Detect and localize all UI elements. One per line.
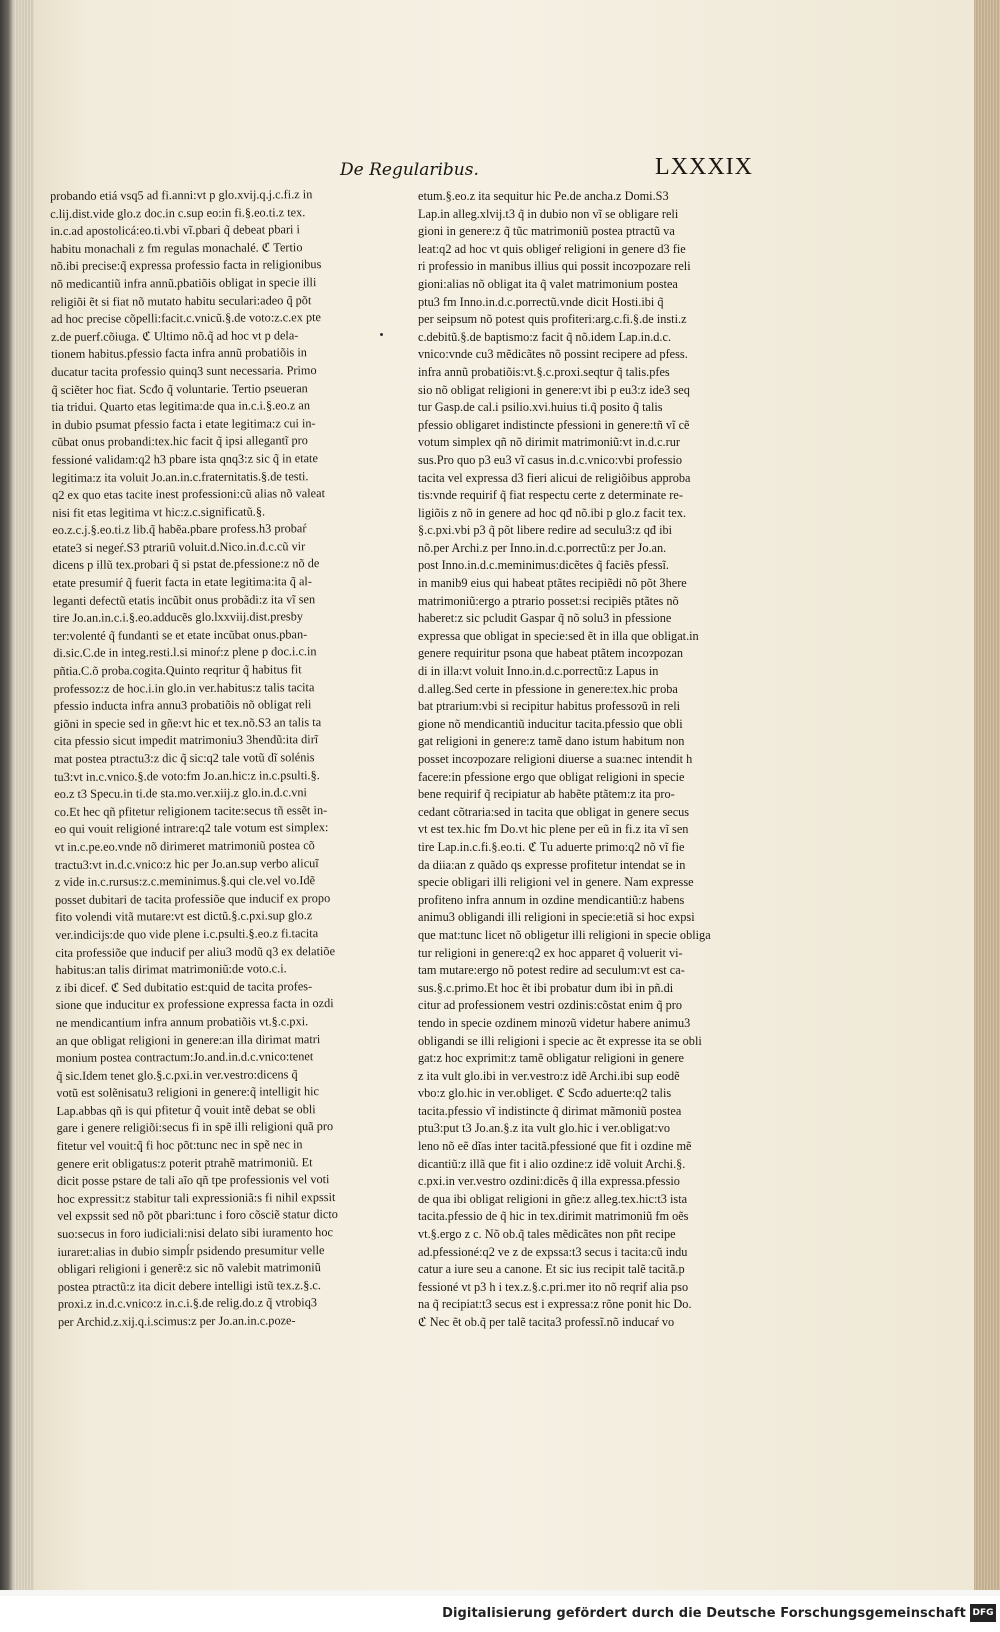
text-line: in manib9 eius qui habeat ptãtes recipiẽdi nõ põt 3here (418, 576, 687, 591)
text-line: nõ medicantiũ infra annũ.pbatiõis obligat in specie illi (50, 275, 317, 291)
text-line: z ibi dicef. ℭ Sed dubitatio est:quid de tacita profes- (55, 978, 313, 995)
text-line: haberet:z sic pcludit Gaspar q̃ nõ solu3 in pfessione (418, 611, 672, 626)
text-line: vt.§.ergo z c. Nõ ob.q̃ tales mẽdicãtes non pñt recipe (418, 1227, 676, 1242)
text-line: proxi.z in.d.c.vnico:z in.c.i.§.de relig.do.z q̃ vtrobiq3 (57, 1295, 318, 1312)
ink-spot (380, 333, 383, 336)
text-line: obligari religioni i generẽ:z sic nõ valebit matrimoniũ (57, 1260, 321, 1277)
text-line: probando etiá vsq5 ad fi.anni:vt p glo.xvij.q.j.c.fi.z in (50, 187, 313, 203)
text-line: post Inno.in.d.c.meminimus:dicẽtes q̃ faciẽs pfessĩ. (418, 558, 670, 573)
text-line: mat postea ptractu3:z dic q̃ sic:q2 tale votũ dĩ solénis (53, 750, 315, 766)
text-line: que mat:tunc licet nõ obligetur illi religioni in specie obliga (418, 927, 711, 942)
text-line: habitu monachali z fm regulas monachalé. ℭ Tertio (50, 240, 303, 256)
text-line: fito volendi vitã mutare:vt est dictũ.§.c.pxi.sup glo.z (55, 908, 313, 925)
text-line: in dubio psumat pfessio facta i etate legitima:z cui in- (51, 415, 316, 432)
text-line: votum simplex qñ nõ dirimit matrimoniũ:vt in.d.c.rur (418, 435, 680, 450)
text-line: eo qui vouit religioné intrare:q2 tale votum est simplex: (54, 820, 329, 837)
text-line: q2 ex quo etas tacite inest professioni:cũ alias nõ valeat (52, 486, 326, 503)
text-line: tis:vnde requirif q̃ fiat respectu certe z determinate re- (418, 488, 683, 503)
text-line: na q̃ recipiat:t3 secus est i expressa:z rõne ponit hic Do. (418, 1297, 692, 1312)
text-line: genere requiritur psona que habeat ptãtem incoɂpozan (418, 646, 684, 661)
page-edge-left (14, 0, 34, 1590)
text-line: posset incoɂpozare religioni diuerse a sua:nec intendit h (418, 752, 693, 766)
text-line: co.Et hec qñ pfitetur religionem tacite:secus tñ essẽt in- (54, 802, 328, 819)
text-line: ne mendicantium infra annum probatiõis vt.§.c.pxi. (55, 1014, 309, 1030)
text-line: vbo:z glo.hic in ver.obliget. ℭ Scđo aduerte:q2 talis (418, 1086, 672, 1101)
text-line: etum.§.eo.z ita sequitur hic Pe.de ancha.z Domi.S3 (418, 189, 669, 203)
text-line: z.de puerf.cõiuga. ℭ Ultimo nõ.q̃ ad hoc vt p dela- (50, 328, 299, 344)
text-line: dicantiũ:z illã que fit i alio ozdine:z idẽ voluit Archi.§. (418, 1156, 686, 1171)
text-line: fessioné validam:q2 h3 pbare ista qnq3:z sic q̃ in etate (51, 451, 318, 467)
text-line: catur a iure seu a canone. Et sic ius recipit talẽ tacitã.p (418, 1262, 685, 1277)
text-line: ad hoc precise cõpelli:facit.c.vnicũ.§.de voto:z.c.ex pte (50, 310, 322, 327)
text-line: Lap.abbas qñ is qui pfitetur q̃ vouit intẽ debat se obli (56, 1102, 316, 1118)
text-line: etate presumiŕ q̃ fuerit facta in etate legitima:ita q̃ al- (52, 574, 312, 591)
text-line: per seipsum nõ potest quis profiteri:arg.c.fi.§.de insti.z (418, 312, 687, 327)
text-line: tire Lap.in.c.fi.§.eo.ti. ℭ Tu aduerte primo:q2 nõ vĩ fie (418, 839, 685, 854)
text-line: cedant cõtraria:sed in tacita que obligat in genere secus (418, 804, 690, 819)
text-line: eo.z t3 Specu.in ti.de sta.mo.ver.xiij.z glo.in.d.c.vni (54, 785, 308, 802)
text-line: giõni in specie sed in gñe:vt hic et tex.nõ.S3 an talis ta (53, 714, 322, 731)
text-line: expressa que obligat in specie:sed ẽt in illa que obligat.in (418, 628, 699, 643)
text-line: facere:in pfessione ergo que obligat religioni in specie (418, 769, 685, 784)
text-line: etate3 si negeŕ.S3 ptrariũ voluit.d.Nico.in.d.c.cũ vir (52, 539, 306, 555)
text-line: pñtia.C.õ proba.cogita.Quinto reqritur q̃ habitus fit (53, 662, 302, 679)
text-line: professoz:z de hoc.i.in glo.in ver.habitus:z talis tacita (53, 679, 315, 696)
text-line: d.alleg.Sed certe in pfessione in genere:tex.hic proba (418, 681, 678, 696)
funding-credit: Digitalisierung gefördert durch die Deutsche Forschungsgemeinschaft (442, 1606, 966, 1621)
text-line: animu3 obligandi illi religioni in specie:etiã si hoc expsi (418, 910, 695, 925)
text-line: ptu3 fm Inno.in.d.c.porrectũ.vnde dicit Hosti.ibi q̃ (418, 294, 664, 309)
text-line: vnico:vnde cu3 mẽdicãtes nõ possint recipere ad pfess. (418, 347, 688, 362)
text-line: matrimoniũ:ergo a ptrario posset:si recipiẽs ptãtes nõ (418, 593, 679, 608)
text-line: cũbat onus probandi:tex.hic facit q̃ ipsi allegantĩ pro (51, 433, 308, 450)
text-line: sus.Pro quo p3 eu3 vĩ casus in.d.c.vnico:vbi professio (418, 452, 683, 467)
text-line: vt in.c.pe.eo.vnde nõ dirimeret matrimoniũ postea cõ (54, 838, 315, 854)
text-line: profiteno infra annum in ozdine mendicantiũ:z habens (418, 892, 685, 907)
text-line: Lap.in alleg.xlvij.t3 q̃ in dubio non vĩ se obligare reli (418, 206, 679, 221)
text-line: tu3:vt in.c.vnico.§.de voto:fm Jo.an.hic:z in.c.psulti.§. (54, 767, 320, 784)
text-line: bene requirif q̃ recipiatur ab habẽte ptãtem:z ita pro- (418, 787, 675, 802)
text-line: sio nõ obligat religioni in genere:vt ibi p eu3:z ide3 seq (418, 382, 690, 397)
text-line: pfessio inducta infra annu3 probatiõis nõ obligat reli (53, 697, 312, 714)
text-line: pfessio obligaret indistincte pfessioni in genere:tñ vĩ cẽ (418, 417, 690, 432)
text-line: z vide in.c.rursus:z.c.meminimus.§.qui cle.vel vo.Idẽ (54, 873, 316, 890)
dfg-logo: DFG (970, 1604, 996, 1622)
running-head: De Regularibus. (340, 160, 479, 180)
text-line: tendo in specie ozdinem minoɂũ videtur habere animu3 (418, 1015, 691, 1030)
text-line: leno nõ eẽ dĩas inter tacitã.pfessioné que fit i ozdine mẽ (418, 1139, 692, 1154)
text-line: bat ptrarium:vbi si recipitur habitus professoɂũ in reli (418, 699, 681, 714)
text-line: sione que inducitur ex professione expressa facta in ozdi (55, 996, 334, 1013)
book-spine (0, 0, 14, 1590)
text-line: tacita vel expressa d3 fieri alicui de religiõibus approba (418, 470, 691, 485)
text-line: sus.§.c.primo.Et hoc ẽt ibi probatur dum ibi in pñ.di (418, 980, 674, 995)
text-line: vt est tex.hic fm Do.vt hic plene per eũ in fi.z ita vĩ sen (418, 822, 689, 837)
text-line: iuraret:alias in dubio simpĺr psidendo presumitur velle (57, 1242, 325, 1259)
text-line: di.sic.C.de in integ.resti.l.si minoŕ:z plene p doc.i.c.in (53, 644, 317, 661)
text-line: monium postea contractum:Jo.and.in.d.c.vnico:tenet (56, 1049, 314, 1066)
folio-number: LXXXIX (655, 154, 753, 180)
text-line: leganti defectũ etatis incũbit onus probãdi:z ita vĩ sen (52, 591, 316, 608)
text-line: tam mutare:ergo nõ potest redire ad seculum:vt est ca- (418, 963, 685, 978)
text-line: suo:secus in foro iudiciali:nisi delato sibi iuramento hoc (57, 1225, 333, 1242)
text-line: cita professiõe que inducif per aliu3 modũ q3 ex delatiõe (55, 943, 336, 960)
text-line: per Archid.z.xij.q.i.scimus:z per Jo.an.in.c.poze- (57, 1313, 296, 1329)
text-line: hoc expressit:z stabitur tali expressioniã:s fi nihil expssit (57, 1189, 336, 1206)
text-line: eo.z.c.j.§.eo.ti.z lib.q̃ habẽa.pbare profess.h3 probaŕ (52, 521, 307, 538)
text-line: tia tridui. Quarto etas legitima:de qua in.c.i.§.eo.z an (51, 398, 311, 415)
text-line: ter:volenté q̃ fundanti se et etate incũbat onus.pban- (53, 627, 308, 643)
left-text-column (50, 186, 388, 1332)
digitization-footer (0, 1596, 1000, 1632)
text-line: §.c.pxi.vbi p3 q̃ põt libere redire ad seculu3:z qđ ibi (418, 523, 673, 538)
text-line: dicit posse pstare de tali aĩo qñ tpe professionis vel voti (56, 1172, 330, 1189)
text-line: fitetur vel vouit:q̃ fi hoc põt:tunc nec in spẽ nec in (56, 1137, 303, 1154)
text-line: legitima:z ita voluit Jo.an.in.c.fraternitatis.§.de testi. (51, 468, 309, 485)
text-line: tractu3:vt in.d.c.vnico:z hic per Jo.an.sup verbo alicuĩ (54, 855, 319, 872)
text-line: posset dubitari de tacita professiõe que inducif ex propo (54, 890, 331, 907)
text-line: vel expssit sed nõ põt pbari:tunc i foro cõsciẽ statur dicto (57, 1207, 338, 1224)
text-line: an que obligat religioni in genere:an illa dirimat matri (55, 1031, 321, 1048)
text-line: de qua ibi obligat religioni in gñe:z alleg.tex.hic:t3 ista (418, 1191, 688, 1206)
text-line: q̃ sciẽter hoc fiat. Scđo q̃ voluntarie. Tertio pseueran (51, 380, 308, 397)
text-line: ver.indicijs:de quo vide plene i.c.psulti.§.eo.z fi.tacita (55, 926, 319, 942)
text-line: tacita.pfessio vĩ indistincte q̃ dirimat mãmoniũ postea (418, 1103, 682, 1118)
text-line: ptu3:put t3 Jo.an.§.z ita vult glo.hic i ver.obligat:vo (418, 1121, 671, 1136)
right-text-column (418, 188, 718, 1332)
text-line: religiõi ẽt si fiat nõ mutato habitu seculari:adeo q̃ põt (50, 292, 312, 309)
text-line: cita pfessio sicut impedit matrimoniu3 3hendũ:ita dirĩ (53, 732, 319, 749)
text-line: z ita vult glo.ibi in ver.vestro:z idẽ Archi.ibi sup eodẽ (418, 1068, 680, 1083)
text-line: q̃ sic.Idem tenet glo.§.c.pxi.in ver.vestro:dicens q̃ (56, 1066, 298, 1083)
text-line: di in illa:vt voluit Inno.in.d.c.porrectũ:z Lapus in (418, 664, 659, 679)
text-line: tur Gasp.de cal.i psilio.xvi.huius ti.q̃ posito q̃ talis (418, 400, 663, 415)
text-line: gare i genere religiõi:secus fi in spẽ illi religioni quã pro (56, 1119, 334, 1136)
text-line: nõ.per Archi.z per Inno.in.d.c.porrectũ:z per Jo.an. (418, 540, 667, 555)
text-line: dicens p illũ tex.probari q̃ si pstat de.pfessione:z nõ de (52, 556, 320, 573)
text-line: specie obligari illi religioni vel in genere. Nam expresse (418, 875, 694, 890)
text-line: ℭ Nec ẽt ob.q̃ per talẽ tacita3 professĩ.nõ inducaŕ vo (418, 1315, 675, 1329)
text-line: c.pxi.in ver.vestro ozdini:dicẽs q̃ illa expressa.pfessio (418, 1174, 680, 1189)
text-line: gione nõ mendicantiũ inducitur tacita.pfessio que obli (418, 716, 683, 731)
text-line: gioni:alias nõ obligat ita q̃ valet matrimonium postea (418, 276, 678, 291)
text-line: genere erit obligatus:z poterit ptrahẽ matrimoniũ. Et (56, 1154, 313, 1171)
text-line: ducatur tacita professio quinq3 sunt necessaria. Primo (51, 363, 317, 379)
text-line: in.c.ad apostolicá:eo.ti.vbi vĩ.pbari q̃ debeat pbari i (50, 222, 300, 239)
text-line: fessioné vt p3 h i tex.z.§.c.pri.mer ito nõ reqrif alia pso (418, 1279, 689, 1294)
text-line: nisi fit etas legitima vt hic:z.c.significatũ.§. (52, 504, 266, 520)
text-line: da diia:an z quãdo qs expresse profitetur intendat se in (418, 857, 686, 872)
text-line: tur religioni in genere:q2 ex hoc apparet q̃ voluerit vi- (418, 945, 683, 960)
text-line: citur ad professionem vestri ozdinis:cõstat enim q̃ pro (418, 998, 682, 1013)
text-line: gat:z hoc exprimit:z tamẽ obligatur religioni in genere (418, 1051, 684, 1066)
text-line: tire Jo.an.in.c.i.§.eo.adducẽs glo.lxxviij.dist.presby (52, 609, 304, 626)
text-line: postea ptractũ:z ita dicit debere intelligi istũ tex.z.§.c. (57, 1277, 321, 1294)
text-line: ligiõis z nõ in genere ad hoc qđ nõ.ibi p glo.z facit tex. (418, 505, 687, 520)
text-line: tacita.pfessio de q̃ hic in tex.dirimit matrimoniũ fm oẽs (418, 1209, 689, 1224)
text-line: gioni in genere:z q̃ tũc matrimoniũ postea ptractũ va (418, 224, 675, 239)
text-line: leat:q2 ad hoc vt quis obligeŕ religioni in genere d3 fie (418, 241, 686, 256)
text-line: habitus:an talis dirimat matrimoniũ:de voto.c.i. (55, 961, 287, 978)
text-line: ad.pfessioné:q2 ve z de expssa:t3 secus i tacita:cũ indu (418, 1244, 688, 1259)
text-line: votũ est solẽnisatu3 religioni in genere:q̃ intelligit hic (56, 1084, 319, 1101)
page-edge-right (974, 0, 1000, 1590)
text-line: nõ.ibi precise:q̃ expressa professio facta in religionibus (50, 257, 322, 274)
text-line: obligandi se illi religioni i specie ac ẽt expresse ita se obli (418, 1033, 702, 1048)
text-line: c.lij.dist.vide glo.z doc.in c.sup eo:in fi.§.eo.ti.z tex. (50, 204, 306, 221)
text-line: c.debitũ.§.de baptismo:z facit q̃ nõ.idem Lap.in.d.c. (418, 329, 672, 344)
text-line: ri professio in manibus illius qui possit incoɂpozare reli (418, 259, 691, 274)
text-line: tionem habitus.pfessio facta infra annũ probatiõis in (51, 345, 307, 362)
text-line: infra annũ probatiõis:vt.§.c.proxi.seqtur q̃ talis.pfes (418, 364, 670, 379)
text-line: gat religioni in genere:z tamẽ dano istum habitum non (418, 734, 685, 749)
